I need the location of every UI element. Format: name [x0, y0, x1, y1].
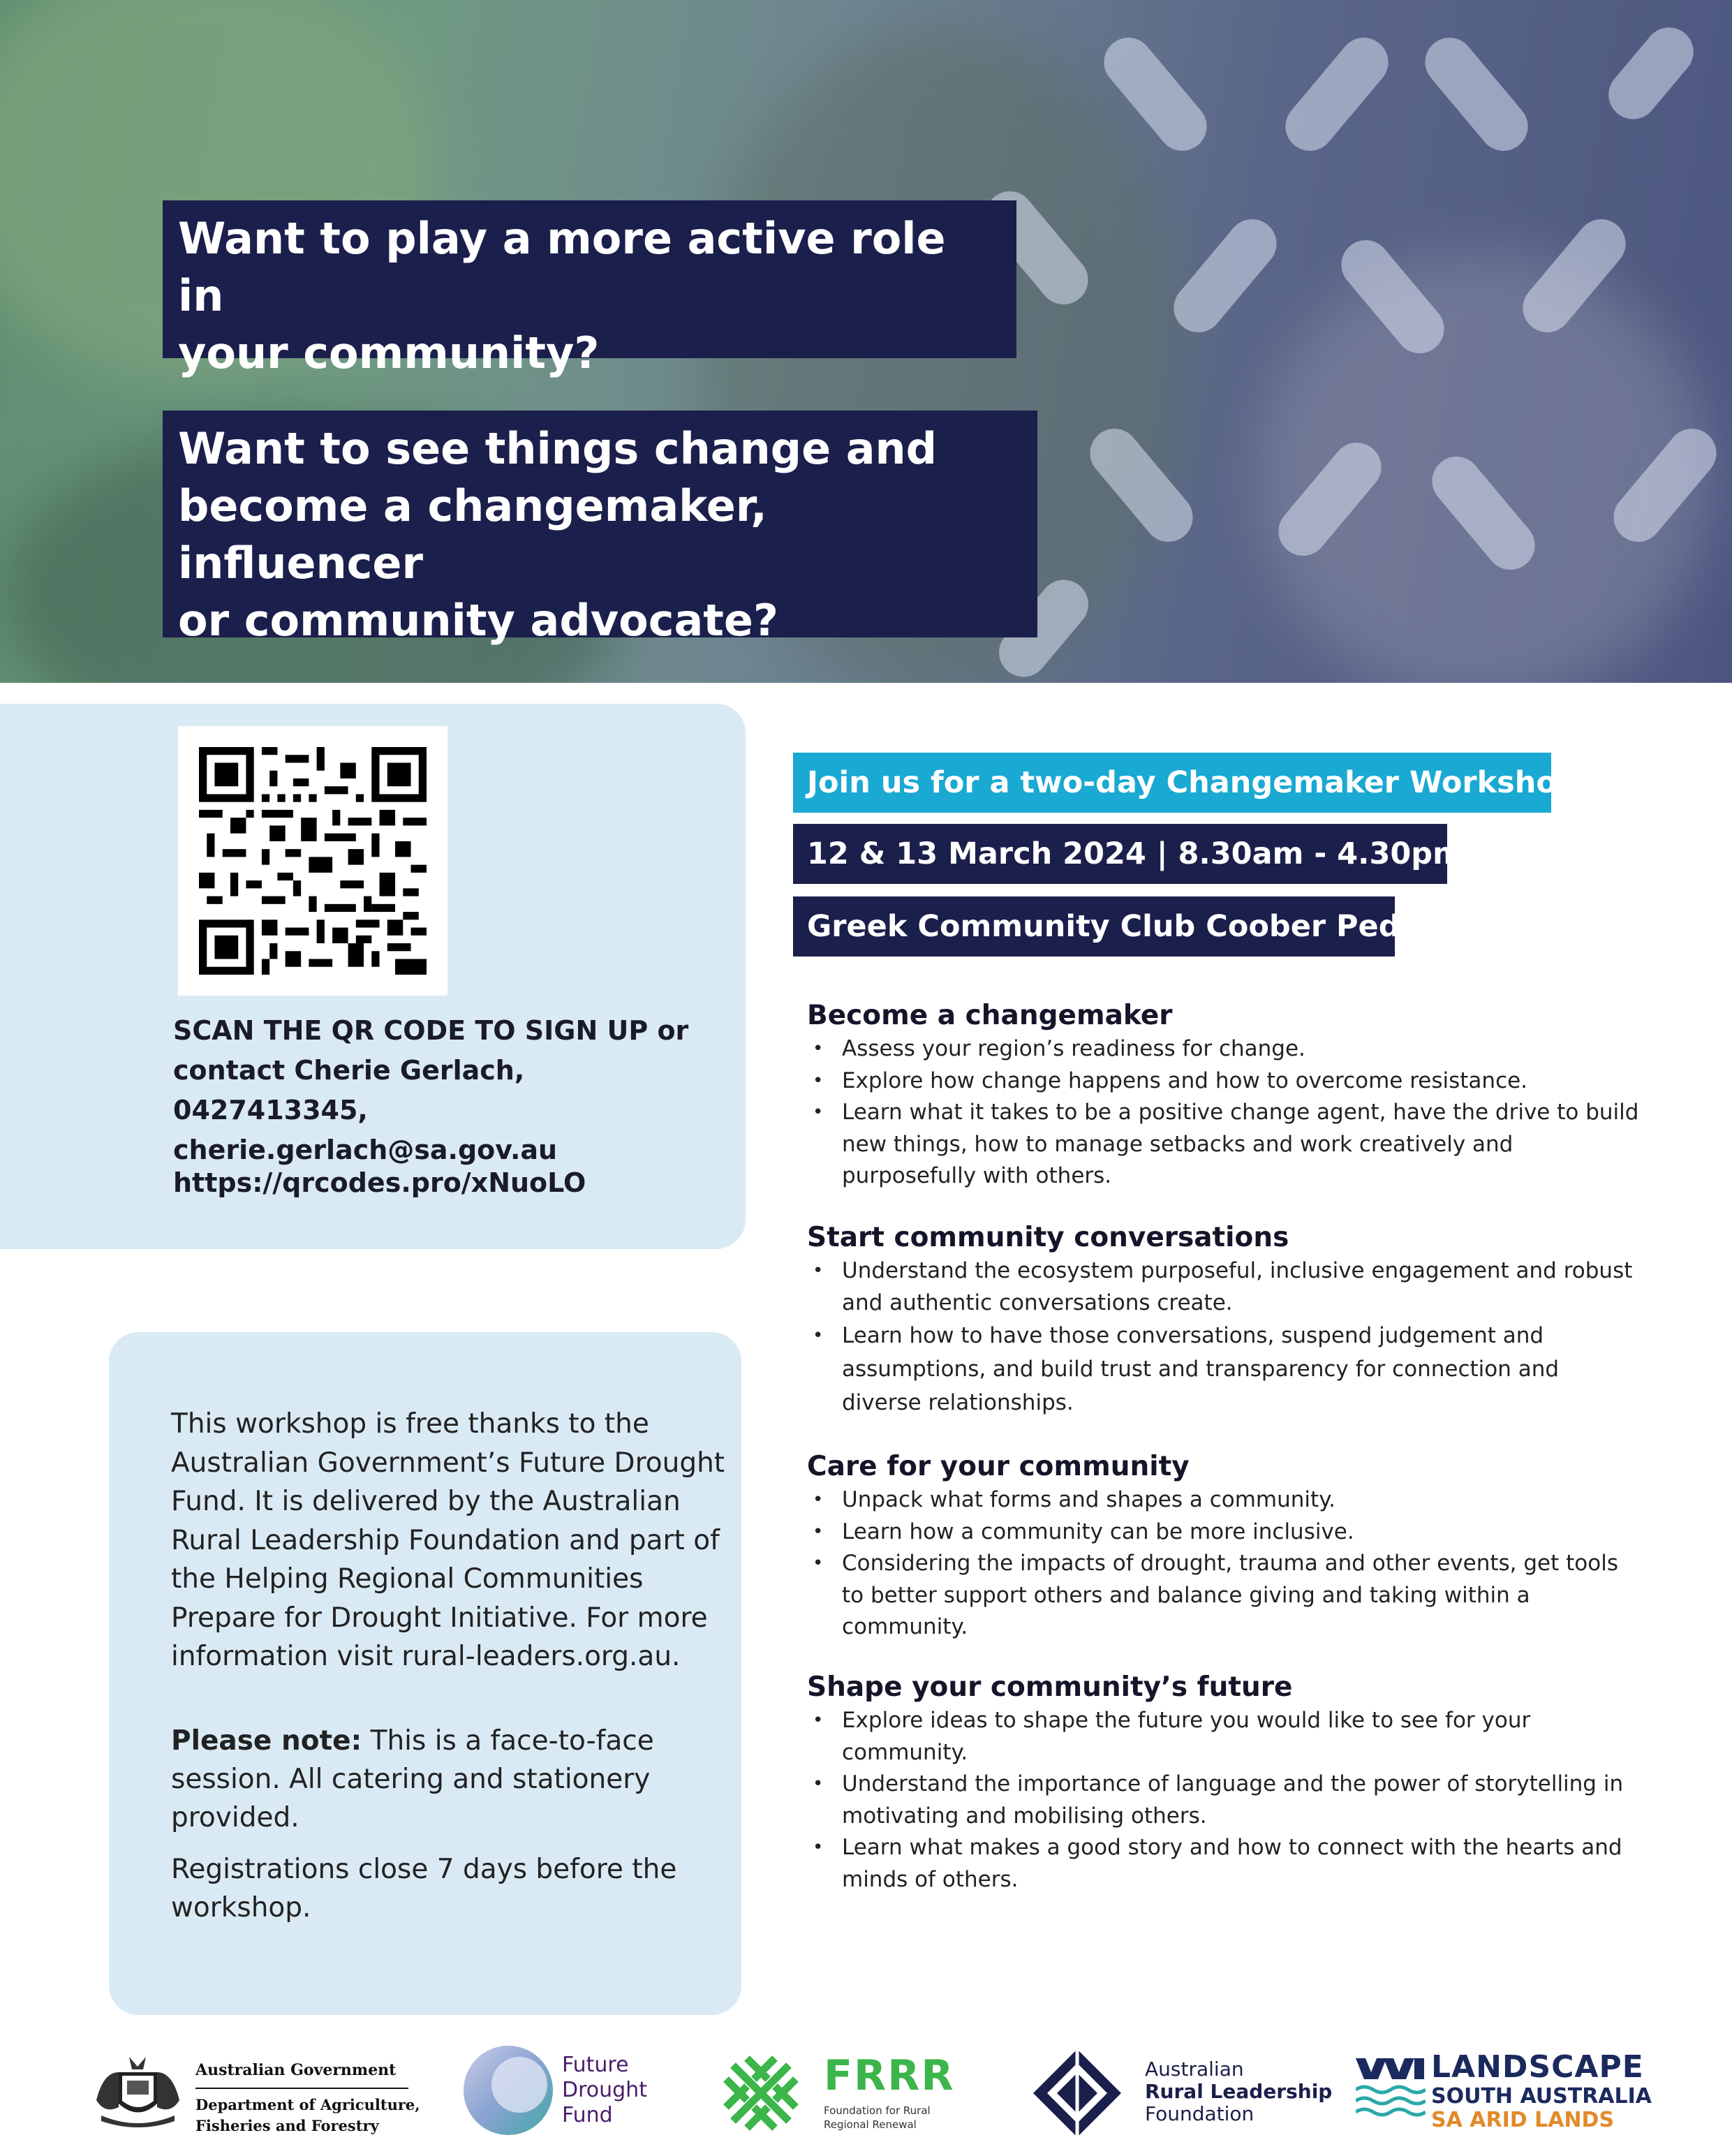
list-item: • Learn how a community can be more inclusive. [807, 1516, 1645, 1549]
gov-divider [195, 2088, 408, 2089]
frrr-sub-line1: Foundation for Rural [824, 2104, 931, 2117]
list-item: • Learn what it takes to be a positive change agent, have the drive to build new things, how to manage setbacks and work creatively and purposefully with others. [807, 1097, 1645, 1193]
section-title: Start community conversations [807, 1222, 1289, 1253]
section-title: Care for your community [807, 1451, 1190, 1482]
arlf-line2: Rural Leadership [1145, 2080, 1333, 2103]
australian-government-logo [91, 2046, 419, 2143]
drought-fund-circle-icon [461, 2043, 556, 2138]
sa-arid-lands-text: SA ARID LANDS [1431, 2108, 1615, 2132]
frrr-knot-icon [719, 2051, 803, 2135]
please-note-label: Please note: [171, 1725, 362, 1757]
frrr-logo [719, 2046, 955, 2143]
section-become-changemaker [807, 998, 1645, 1193]
x-pattern-stroke [1415, 28, 1538, 161]
landscape-sa-logo [1356, 2049, 1719, 2140]
signup-url-link[interactable]: https://qrcodes.pro/xNuoLO [173, 1167, 586, 1198]
list-item: • Learn what makes a good story and how to connect with the hearts and minds of others. [807, 1832, 1645, 1896]
signup-contact-text: SCAN THE QR CODE TO SIGN UP or contact Cherie Gerlach, 0427413345, cherie.gerlach@sa.gov.au [173, 1015, 689, 1165]
gov-dept-line2: Fisheries and Forestry [195, 2117, 379, 2134]
section-community-conversations [807, 1220, 1645, 1419]
please-note-text [171, 1722, 730, 1837]
frrr-wordmark: FRRR [824, 2051, 955, 2100]
qr-code[interactable] [178, 726, 447, 996]
arlf-logo [1032, 2042, 1333, 2147]
x-pattern-stroke [1164, 209, 1287, 343]
frrr-sub-line2: Regional Renewal [824, 2118, 917, 2131]
gov-dept-line1: Department of Agriculture, [195, 2096, 420, 2113]
x-pattern-stroke [1599, 17, 1703, 129]
list-item: • Understand the importance of language and the power of storytelling in motivating and mobilising others. [807, 1769, 1645, 1832]
list-item: • Explore how change happens and how to overcome resistance. [807, 1065, 1645, 1098]
arlf-diamond-icon [1032, 2048, 1123, 2139]
fdf-line1: Future [562, 2053, 629, 2077]
list-item: • Understand the ecosystem purposeful, inclusive engagement and robust and authentic conversations create. [807, 1255, 1645, 1319]
section-shape-future [807, 1670, 1645, 1896]
event-date-bar: 12 & 13 March 2024 | 8.30am - 4.30pm [793, 824, 1447, 884]
south-australia-text: SOUTH AUSTRALIA [1431, 2084, 1652, 2109]
list-item: • Explore ideas to shape the future you would like to see for your community. [807, 1705, 1645, 1769]
section-title: Become a changemaker [807, 1000, 1173, 1031]
section-title: Shape your community’s future [807, 1671, 1293, 1703]
qr-code-icon [199, 747, 427, 975]
list-item: • Unpack what forms and shapes a community. [807, 1484, 1645, 1516]
arlf-line3: Foundation [1145, 2102, 1254, 2125]
funding-text: This workshop is free thanks to the Australian Government’s Future Drought Fund. It is delivered by the Australian Rural Leadership Foundation and part of the Helping Regional Communities Prepare for Drought Initiative. For more information visit rural-leaders.org.au. [171, 1408, 725, 1672]
fdf-line3: Fund [562, 2103, 613, 2127]
please-note-body: This is a face-to-face session. All catering and stationery provided. [171, 1725, 654, 1833]
list-item: • Considering the impacts of drought, trauma and other events, get tools to better support others and balance giving and taking within a community. [807, 1548, 1645, 1644]
x-pattern-stroke [1275, 28, 1398, 161]
gov-title: Australian Government [195, 2061, 397, 2079]
registrations-text: Registrations close 7 days before the workshop. [171, 1854, 677, 1924]
list-item: • Learn how to have those conversations, suspend judgement and assumptions, and build trust and transparency for connection and diverse relationships. [807, 1319, 1645, 1419]
event-venue-bar: Greek Community Club Coober Pedy [793, 896, 1395, 957]
future-drought-fund-logo [461, 2039, 691, 2150]
event-headline-bar: Join us for a two-day Changemaker Workshop [793, 753, 1551, 813]
section-care-community [807, 1449, 1645, 1644]
landscape-waves-icon [1356, 2055, 1426, 2125]
hero-banner [0, 0, 1732, 683]
arlf-line1: Australian [1145, 2058, 1244, 2081]
fdf-line2: Drought [562, 2078, 647, 2102]
landscape-wordmark: LANDSCAPE [1431, 2049, 1644, 2085]
coat-of-arms-icon [91, 2051, 185, 2135]
list-item: • Assess your region’s readiness for change. [807, 1033, 1645, 1065]
hero-headline-1: Want to play a more active role in your community? [163, 200, 1016, 358]
hero-headline-2: Want to see things change and become a changemaker, influencer or community advocate? [163, 411, 1037, 637]
